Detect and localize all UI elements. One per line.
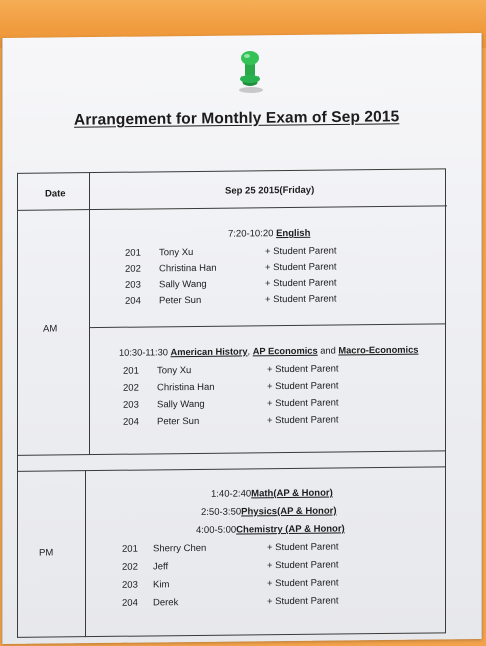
am-session1-note: + Student Parent [265,293,337,306]
am-session2-name: Sally Wang [157,398,205,411]
pm-session-subject: Math(AP & Honor) [251,487,333,500]
header-date: Date [45,188,66,200]
am-session1-name: Tony Xu [159,246,194,259]
pm-session-subject: Physics(AP & Honor) [241,505,337,518]
pm-session-time: 4:00-5:00 [196,524,237,536]
am-session2-time: 10:30-11:30 [119,347,168,358]
pm-session-heading [211,488,333,500]
am-session1-room: 204 [125,295,141,307]
pm-label: PM [39,547,54,559]
pm-room: 204 [122,597,138,609]
am-session2-row [3,362,443,381]
am-session1-row [3,292,443,311]
am-session2-heading [119,345,418,358]
am-session2-sep-b: and [320,345,336,356]
pm-session-subject: Chemistry (AP & Honor) [236,523,345,536]
am-session2-name: Tony Xu [157,365,192,377]
am-session2-note: + Student Parent [267,380,339,393]
pm-note: + Student Parent [267,577,339,590]
pm-name: Derek [153,597,179,609]
am-session2-note: + Student Parent [267,397,339,410]
am-session1-subject: English [276,227,311,240]
pm-session-time: 2:50-3:50 [201,506,242,518]
pm-note: + Student Parent [267,559,339,572]
pm-name: Kim [153,579,170,591]
am-session1-name: Christina Han [159,262,217,275]
am-session2-name: Christina Han [157,381,215,394]
am-session1-room: 202 [125,263,141,275]
pm-row [3,594,443,613]
pm-name: Jeff [153,561,169,573]
am-session2-sep-a: , [247,346,251,357]
am-session1-note: + Student Parent [265,277,337,290]
am-session1-room: 203 [125,279,141,291]
push-pin-icon [230,46,270,96]
pm-session-heading [201,505,337,517]
am-session2-room: 203 [123,399,139,411]
am-session1-note: + Student Parent [265,245,337,258]
table-header-bottom-border [17,205,447,211]
am-bottom-border-2 [17,466,445,471]
pm-row [3,558,443,577]
am-session2-room: 201 [123,365,139,377]
pm-room: 201 [122,543,138,555]
am-session2-row [3,396,443,415]
am-session1-room: 201 [125,247,141,259]
am-session2-room: 202 [123,382,139,394]
pm-session-time: 1:40-2:40 [211,488,252,500]
am-label: AM [43,323,58,335]
pm-row [3,540,443,559]
am-session2-name: Peter Sun [157,415,200,428]
pm-name: Sherry Chen [153,542,207,555]
table-bottom-border [17,632,445,637]
table-top-border [17,168,445,173]
am-session-divider [89,323,445,328]
am-session2-row [3,379,443,398]
am-session2-note: + Student Parent [267,414,339,427]
am-session2-room: 204 [123,416,139,428]
am-session2-note: + Student Parent [267,363,339,376]
am-session2-subject-c: Macro-Economics [338,344,419,356]
header-day: Sep 25 2015(Friday) [225,184,315,197]
am-session2-subject-b: AP Economics [252,345,318,357]
am-session1-name: Peter Sun [159,294,202,307]
pm-note: + Student Parent [267,541,339,554]
am-session2-row [3,413,443,432]
pm-session-heading [196,523,345,536]
pm-note: + Student Parent [267,595,339,608]
am-bottom-border-1 [17,450,445,455]
am-session1-heading [228,228,310,240]
pm-room: 203 [122,579,138,591]
pm-room: 202 [122,561,138,573]
am-session1-note: + Student Parent [265,261,337,274]
page-title: Arrangement for Monthly Exam of Sep 2015 [73,108,400,129]
am-session1-time: 7:20-10:20 [228,228,274,240]
pm-row [3,576,443,595]
am-session2-subject-a: American History [170,346,248,358]
am-session1-name: Sally Wang [159,278,207,291]
table-right-border [445,168,446,633]
